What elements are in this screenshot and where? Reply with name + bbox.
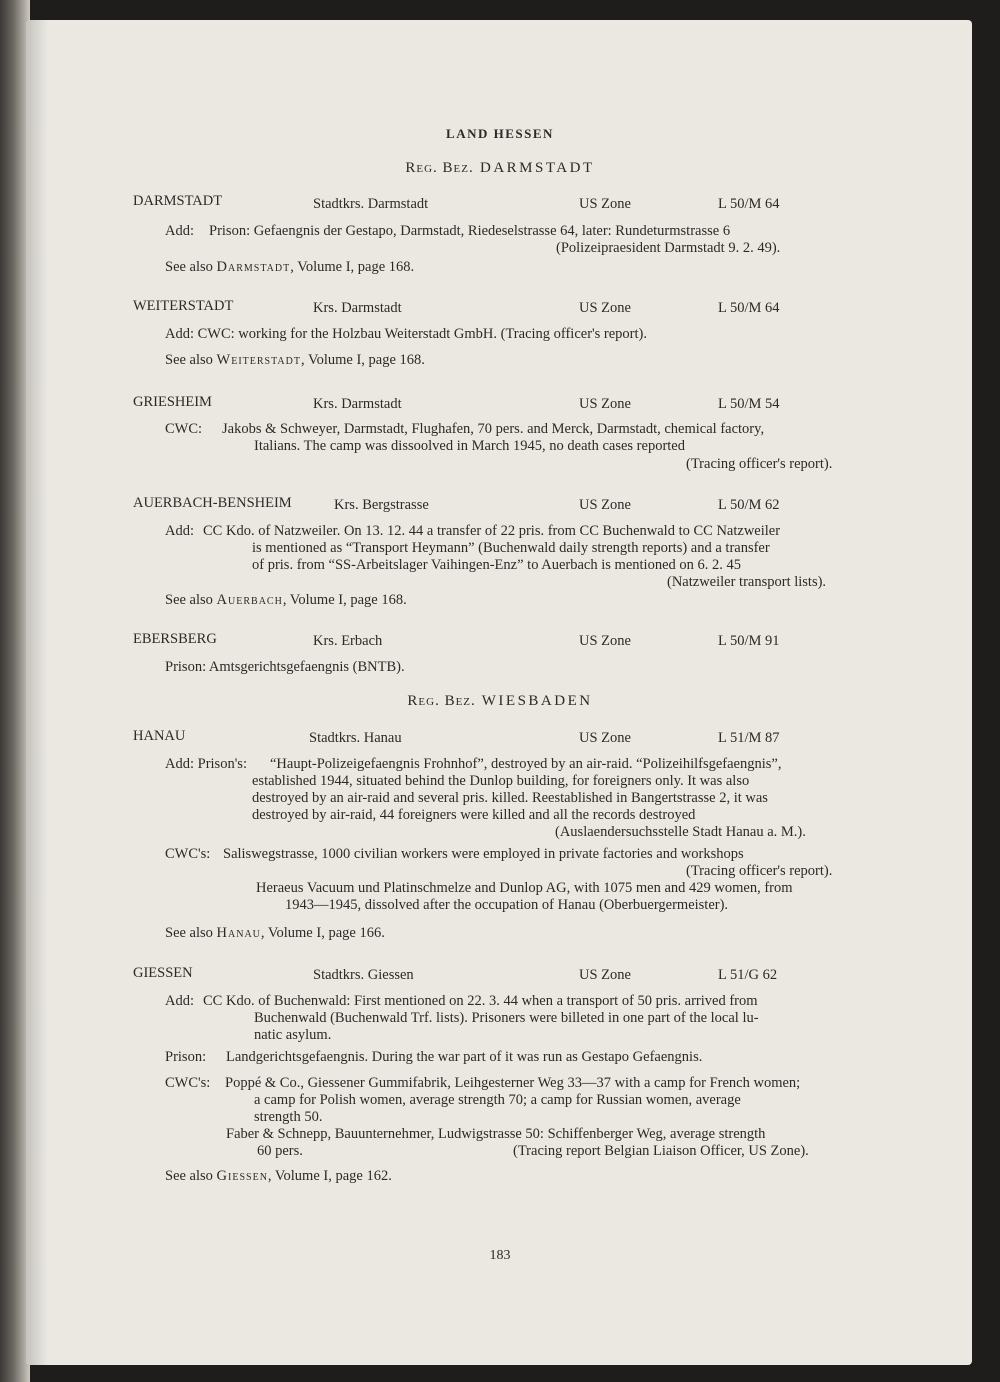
entry-text: a camp for Polish women, average strength 70; a camp for Russian women, average [254, 1092, 741, 1108]
entry-text: destroyed by an air-raid and several pris. killed. Reestablished in Bangertstrasse 2, it was [252, 790, 768, 806]
entry-name: EBERSBERG [133, 631, 217, 647]
entry-source: (Natzweiler transport lists). [667, 574, 827, 590]
entry-text: Jakobs & Schweyer, Darmstadt, Flughafen, 70 pers. and Merck, Darmstadt, chemical factory, [222, 421, 765, 437]
entry-zone: US Zone [579, 396, 631, 412]
entry-zone: US Zone [579, 196, 631, 212]
entry-source: (Auslaendersuchsstelle Stadt Hanau a. M.). [555, 824, 806, 840]
entry-prison-label: Prison: [165, 1049, 207, 1065]
entry-text: Add: CWC: working for the Holzbau Weiterstadt GmbH. (Tracing officer's report). [165, 326, 647, 342]
entry-name: AUERBACH-BENSHEIM [133, 495, 292, 511]
see-also: See also Weiterstadt, Volume I, page 168. [165, 352, 425, 368]
entry-source: (Tracing officer's report). [686, 456, 833, 472]
entry-text: of pris. from “SS-Arbeitslager Vaihingen-Enz” to Auerbach is mentioned on 6. 2. 45 [252, 557, 741, 573]
see-also: See also Auerbach, Volume I, page 168. [165, 592, 407, 608]
region-heading-darmstadt: Reg. Bez. DARMSTADT [405, 160, 595, 176]
entry-text: Saliswegstrasse, 1000 civilian workers were employed in private factories and workshops [223, 846, 744, 862]
entry-map-ref: L 50/M 62 [718, 497, 780, 513]
entry-map-ref: L 51/G 62 [718, 967, 778, 983]
see-also: See also Darmstadt, Volume I, page 168. [165, 259, 415, 275]
entry-text: Heraeus Vacuum und Platinschmelze and Dunlop AG, with 1075 men and 429 women, from [256, 880, 793, 896]
entry-zone: US Zone [579, 967, 631, 983]
entry-map-ref: L 50/M 64 [718, 196, 780, 212]
entry-district: Stadtkrs. Hanau [309, 730, 402, 746]
entry-text: Prison: Gefaengnis der Gestapo, Darmstadt, Riedeselstrasse 64, later: Rundeturmstrasse 6 [209, 223, 731, 239]
entry-zone: US Zone [579, 300, 631, 316]
entry-cwc-label: CWC: [165, 421, 203, 437]
entry-text: “Haupt-Polizeigefaengnis Frohnhof”, destroyed by an air-raid. “Polizeihilfsgefaengnis”, [270, 756, 782, 772]
entry-text: Poppé & Co., Giessener Gummifabrik, Leihgesterner Weg 33—37 with a camp for French women; [225, 1075, 801, 1091]
entry-text: destroyed by air-raid, 44 foreigners were killed and all the records destroyed [252, 807, 696, 823]
entry-zone: US Zone [579, 633, 631, 649]
entry-district: Krs. Erbach [313, 633, 383, 649]
entry-cwc-label: CWC's: [165, 1075, 211, 1091]
entry-add-label: Add: [165, 523, 194, 539]
entry-add-label: Add: Prison's: [165, 756, 247, 772]
entry-text: 1943—1945, dissolved after the occupation of Hanau (Oberbuergermeister). [285, 897, 729, 913]
entry-text: Buchenwald (Buchenwald Trf. lists). Prisoners were billeted in one part of the local lu- [254, 1010, 759, 1026]
entry-district: Krs. Bergstrasse [334, 497, 429, 513]
entry-name: DARMSTADT [133, 193, 223, 209]
entry-add-label: Add: [165, 223, 194, 239]
entry-cwc-label: CWC's: [165, 846, 211, 862]
entry-name: WEITERSTADT [133, 298, 234, 314]
entry-source: (Polizeipraesident Darmstadt 9. 2. 49). [556, 240, 781, 256]
entry-district: Stadtkrs. Darmstadt [313, 196, 429, 212]
entry-map-ref: L 51/M 87 [718, 730, 780, 746]
entry-district: Krs. Darmstadt [313, 300, 402, 316]
entry-text: Prison: Amtsgerichtsgefaengnis (BNTB). [165, 659, 405, 675]
entry-text: is mentioned as “Transport Heymann” (Buchenwald daily strength reports) and a transfer [252, 540, 770, 556]
see-also: See also Hanau, Volume I, page 166. [165, 925, 385, 941]
entry-text: Faber & Schnepp, Bauunternehmer, Ludwigstrasse 50: Schiffenberger Weg, average strength [226, 1126, 766, 1142]
entry-text: CC Kdo. of Buchenwald: First mentioned on 22. 3. 44 when a transport of 50 pris. arrived from [203, 993, 758, 1009]
entry-text: CC Kdo. of Natzweiler. On 13. 12. 44 a transfer of 22 pris. from CC Buchenwald to CC Natzweiler [203, 523, 781, 539]
entry-text: strength 50. [254, 1109, 323, 1125]
entry-source: (Tracing report Belgian Liaison Officer, US Zone). [513, 1143, 809, 1159]
region-heading-wiesbaden: Reg. Bez. WIESBADEN [407, 693, 593, 709]
entry-map-ref: L 50/M 54 [718, 396, 780, 412]
entry-district: Stadtkrs. Giessen [313, 967, 414, 983]
entry-map-ref: L 50/M 91 [718, 633, 780, 649]
entry-name: GIESSEN [133, 965, 193, 981]
entry-name: HANAU [133, 728, 186, 744]
entry-text: Italians. The camp was dissoolved in March 1945, no death cases reported [254, 438, 685, 454]
entry-name: GRIESHEIM [133, 394, 212, 410]
entry-zone: US Zone [579, 730, 631, 746]
entry-district: Krs. Darmstadt [313, 396, 402, 412]
entry-text: established 1944, situated behind the Dunlop building, for foreigners only. It was also [252, 773, 750, 789]
entry-text: 60 pers. [257, 1143, 303, 1159]
entry-zone: US Zone [579, 497, 631, 513]
entry-add-label: Add: [165, 993, 194, 1009]
see-also: See also Giessen, Volume I, page 162. [165, 1168, 392, 1184]
entry-text: natic asylum. [254, 1027, 332, 1043]
entry-source: (Tracing officer's report). [686, 863, 833, 879]
entry-text: Landgerichtsgefaengnis. During the war part of it was run as Gestapo Gefaengnis. [226, 1049, 703, 1065]
page-number: 183 [489, 1248, 511, 1263]
land-heading: LAND HESSEN [446, 126, 554, 141]
entry-map-ref: L 50/M 64 [718, 300, 780, 316]
